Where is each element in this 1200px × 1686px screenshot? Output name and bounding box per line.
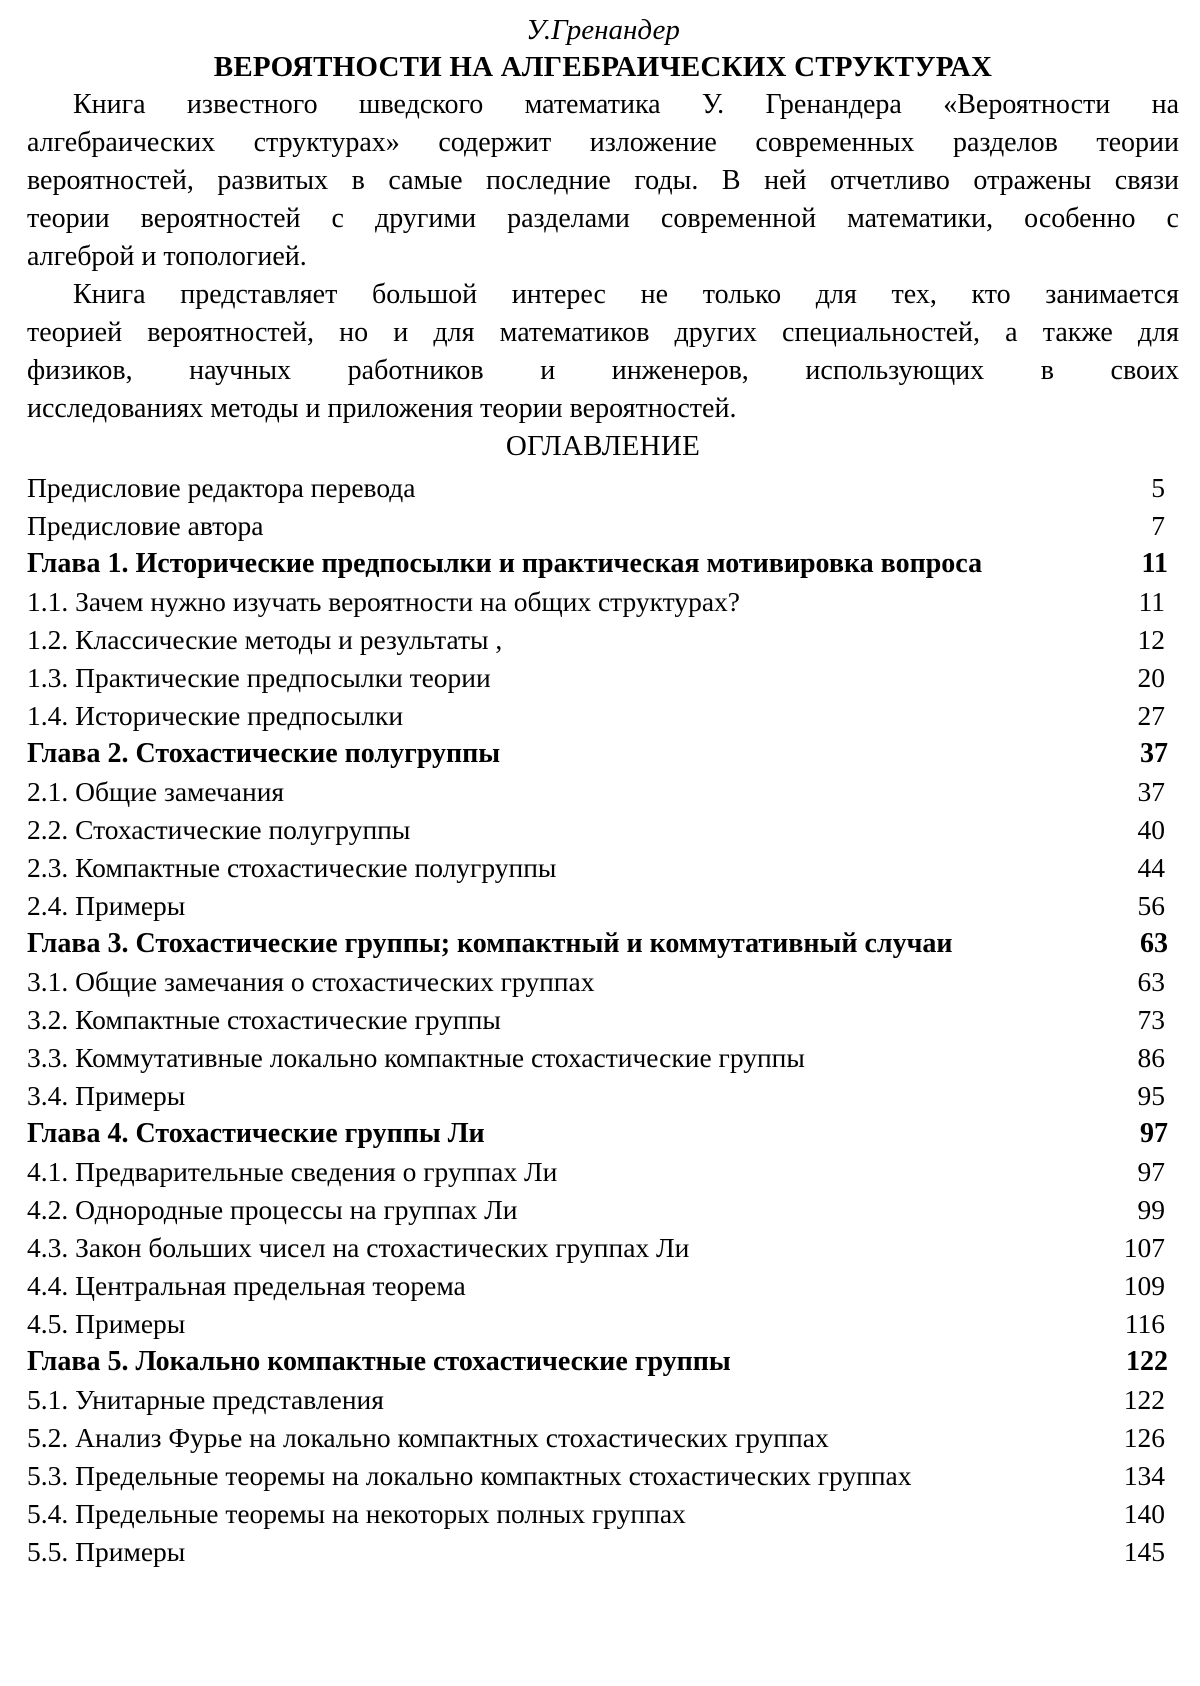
toc-section-row: [27, 1229, 1179, 1267]
toc-entry-page-number: 56: [1137, 890, 1165, 921]
toc-entry-label: Глава 1. Исторические предпосылки и практическая мотивировка вопроса: [27, 548, 983, 579]
toc-entry-label: 4.4. Центральная предельная теорема: [27, 1270, 466, 1301]
description-line: вероятностей, развитых в самые последние годы. В ней отчетливо отражены связи: [27, 165, 1179, 196]
toc-entry-label: 3.4. Примеры: [27, 1080, 186, 1111]
toc-entry-page-number: 5: [1151, 472, 1165, 503]
toc-section-row: [27, 1191, 1179, 1229]
toc-entry-label: 2.1. Общие замечания: [27, 776, 285, 807]
toc-chapter-row: [27, 1115, 1179, 1153]
toc-entry-label: 3.1. Общие замечания о стохастических группах: [27, 966, 595, 997]
description-line: теории вероятностей с другими разделами современной математики, особенно с: [27, 203, 1179, 234]
toc-section-row: [27, 1267, 1179, 1305]
toc-entry-label: 5.1. Унитарные представления: [27, 1384, 384, 1415]
toc-entry-page-number: 86: [1137, 1042, 1165, 1073]
toc-entry-page-number: 37: [1140, 738, 1168, 769]
toc-entry-page-number: 63: [1137, 966, 1165, 997]
toc-entry-label: 4.1. Предварительные сведения о группах Ли: [27, 1156, 558, 1187]
toc-section-row: [27, 1533, 1179, 1571]
toc-entry-page-number: 27: [1137, 700, 1165, 731]
toc-entry-page-number: 145: [1123, 1536, 1165, 1567]
toc-section-row: [27, 697, 1179, 735]
description-line: Книга представляет большой интерес не только для тех, кто занимается: [73, 279, 1179, 310]
toc-chapter-row: [27, 925, 1179, 963]
description-line: исследованиях методы и приложения теории вероятностей.: [27, 393, 737, 424]
description-line: алгебраических структурах» содержит изложение современных разделов теории: [27, 127, 1179, 158]
toc-heading: ОГЛАВЛЕНИЕ: [505, 430, 701, 462]
toc-section-row: [27, 1305, 1179, 1343]
toc-entry-label: 4.5. Примеры: [27, 1308, 186, 1339]
toc-section-row: [27, 1457, 1179, 1495]
toc-section-row: [27, 1077, 1179, 1115]
toc-section-row: [27, 507, 1179, 545]
toc-entry-page-number: 97: [1140, 1118, 1168, 1149]
toc-section-row: [27, 1381, 1179, 1419]
toc-entry-label: 1.3. Практические предпосылки теории: [27, 662, 491, 693]
toc-entry-label: 3.3. Коммутативные локально компактные стохастические группы: [27, 1042, 805, 1073]
toc-entry-label: Глава 5. Локально компактные стохастические группы: [27, 1346, 731, 1377]
toc-entry-page-number: 7: [1151, 510, 1165, 541]
toc-entry-label: 1.4. Исторические предпосылки: [27, 700, 404, 731]
toc-entry-page-number: 37: [1137, 776, 1165, 807]
toc-section-row: [27, 773, 1179, 811]
toc-entry-page-number: 63: [1140, 928, 1168, 959]
toc-section-row: [27, 811, 1179, 849]
toc-section-row: [27, 659, 1179, 697]
toc-section-row: [27, 583, 1179, 621]
toc-entry-label: 4.2. Однородные процессы на группах Ли: [27, 1194, 518, 1225]
toc-chapter-row: [27, 1343, 1179, 1381]
toc-entry-label: Глава 3. Стохастические группы; компактный и коммутативный случаи: [27, 928, 953, 959]
toc-section-row: [27, 1419, 1179, 1457]
toc-entry-label: Глава 2. Стохастические полугруппы: [27, 738, 501, 769]
toc-entry-label: 2.3. Компактные стохастические полугруппы: [27, 852, 557, 883]
toc-section-row: [27, 1153, 1179, 1191]
toc-entry-page-number: 126: [1123, 1422, 1165, 1453]
toc-entry-page-number: 122: [1123, 1384, 1165, 1415]
toc-entry-page-number: 140: [1123, 1498, 1165, 1529]
toc-section-row: [27, 887, 1179, 925]
toc-section-row: [27, 849, 1179, 887]
toc-entry-label: 4.3. Закон больших чисел на стохастических группах Ли: [27, 1232, 690, 1263]
toc-entry-label: Предисловие автора: [27, 510, 264, 541]
description-paragraph-1: [27, 86, 1179, 276]
book-title: ВЕРОЯТНОСТИ НА АЛГЕБРАИЧЕСКИХ СТРУКТУРАХ: [213, 51, 993, 83]
toc-entry-page-number: 107: [1123, 1232, 1165, 1263]
toc-entry-label: 5.3. Предельные теоремы на локально компактных стохастических группах: [27, 1460, 912, 1491]
toc-entry-page-number: 20: [1137, 662, 1165, 693]
toc-entry-page-number: 97: [1137, 1156, 1165, 1187]
description-line: физиков, научных работников и инженеров, использующих в своих: [27, 355, 1179, 386]
toc-entry-label: 1.1. Зачем нужно изучать вероятности на общих структурах?: [27, 586, 740, 617]
toc-entry-page-number: 44: [1137, 852, 1165, 883]
toc-chapter-row: [27, 735, 1179, 773]
toc-entry-label: 2.2. Стохастические полугруппы: [27, 814, 411, 845]
toc-entry-page-number: 73: [1137, 1004, 1165, 1035]
toc-section-row: [27, 1001, 1179, 1039]
toc-entry-page-number: 109: [1123, 1270, 1165, 1301]
toc-entry-label: 5.2. Анализ Фурье на локально компактных стохастических группах: [27, 1422, 829, 1453]
toc-entry-label: Предисловие редактора перевода: [27, 472, 416, 503]
toc-entry-label: 3.2. Компактные стохастические группы: [27, 1004, 501, 1035]
toc-section-row: [27, 1039, 1179, 1077]
toc-entry-label: Глава 4. Стохастические группы Ли: [27, 1118, 485, 1149]
toc-entry-page-number: 95: [1137, 1080, 1165, 1111]
toc-entry-page-number: 11: [1138, 586, 1165, 617]
toc-entry-page-number: 116: [1124, 1308, 1165, 1339]
document-page: [27, 12, 1179, 1571]
toc-entry-page-number: 122: [1126, 1346, 1168, 1377]
description-line: Книга известного шведского математика У. Гренандера «Вероятности на: [73, 89, 1179, 120]
toc-entry-label: 5.5. Примеры: [27, 1536, 186, 1567]
toc-entry-page-number: 99: [1137, 1194, 1165, 1225]
toc-entry-page-number: 40: [1137, 814, 1165, 845]
toc-entry-label: 5.4. Предельные теоремы на некоторых полных группах: [27, 1498, 686, 1529]
description-line: алгеброй и топологией.: [27, 241, 307, 272]
toc-entry-label: 1.2. Классические методы и результаты ,: [27, 624, 503, 655]
toc-chapter-row: [27, 545, 1179, 583]
toc-entry-page-number: 11: [1141, 548, 1168, 579]
table-of-contents: [27, 469, 1179, 1571]
toc-section-row: [27, 963, 1179, 1001]
toc-entry-page-number: 134: [1123, 1460, 1165, 1491]
toc-entry-page-number: 12: [1137, 624, 1165, 655]
description-paragraph-2: [27, 276, 1179, 428]
toc-section-row: [27, 1495, 1179, 1533]
toc-entry-label: 2.4. Примеры: [27, 890, 186, 921]
description-line: теорией вероятностей, но и для математиков других специальностей, а также для: [27, 317, 1179, 348]
toc-section-row: [27, 469, 1179, 507]
author-name: У.Гренандер: [526, 14, 680, 46]
toc-section-row: [27, 621, 1179, 659]
